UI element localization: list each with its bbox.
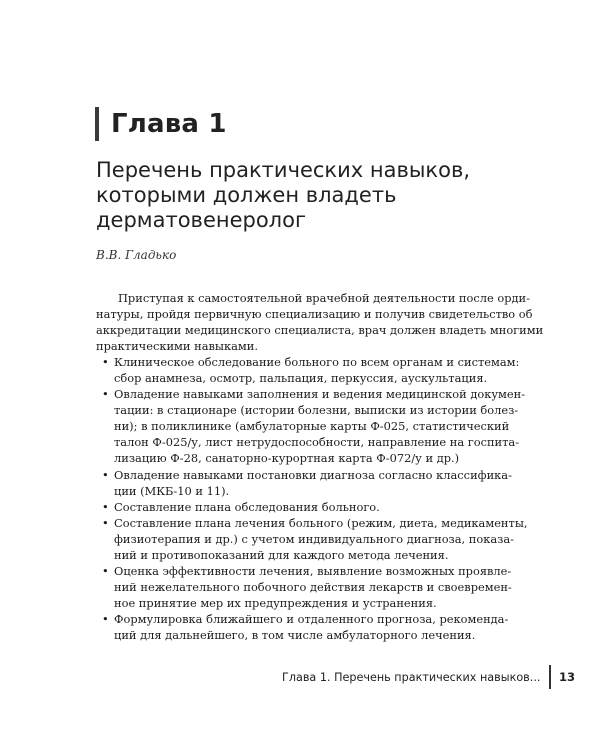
list-item-line: ний нежелательного побочного действия лекарств и своевремен- [114, 579, 512, 594]
list-item-line: ции (МКБ-10 и 11). [114, 483, 230, 498]
skills-list [96, 354, 528, 643]
list-item-line: Составление плана обследования больного. [114, 499, 380, 514]
chapter-heading [95, 104, 227, 144]
page-footer [282, 666, 575, 688]
list-item [96, 515, 528, 563]
chapter-title-line: которыми должен владеть [96, 183, 397, 207]
list-item [96, 467, 511, 499]
bullet-icon: • [102, 467, 109, 482]
body-text [96, 290, 544, 643]
list-item [96, 611, 511, 643]
chapter-marker-bar [95, 107, 99, 141]
list-item-line: физиотерапия и др.) с учетом индивидуального диагноза, показа- [114, 531, 515, 546]
paragraph-line: аккредитации медицинского специалиста, врач должен владеть многими [96, 323, 544, 338]
intro-paragraph [96, 290, 544, 354]
list-item-line: Оценка эффективности лечения, выявление возможных проявле- [114, 563, 512, 578]
list-item-line: тации: в стационаре (истории болезни, выписки из истории болез- [114, 403, 519, 418]
chapter-title [96, 158, 516, 233]
list-item-line: Составление плана лечения больного (режим, диета, медикаменты, [114, 515, 528, 530]
list-item-line: Овладение навыками заполнения и ведения медицинской докумен- [114, 387, 526, 402]
list-item-line: талон Ф-025/у, лист нетрудоспособности, направление на госпита- [114, 435, 520, 450]
paragraph-line: практическими навыками. [96, 339, 258, 354]
bullet-icon: • [102, 611, 109, 626]
paragraph-line: Приступая к самостоятельной врачебной деятельности после орди- [118, 291, 530, 305]
list-item-line: ни); в поликлинике (амбулаторные карты Ф-025, статистический [114, 419, 510, 434]
page-number: 13 [558, 670, 575, 684]
bullet-icon: • [102, 387, 109, 402]
bullet-icon: • [102, 563, 109, 578]
bullet-icon: • [102, 355, 109, 370]
list-item [96, 354, 520, 386]
list-item [96, 499, 511, 515]
chapter-label: Глава 1 [111, 109, 227, 139]
list-item [96, 563, 511, 611]
list-item-line: Овладение навыками постановки диагноза согласно классифика- [114, 467, 512, 482]
list-item [96, 386, 526, 466]
list-item-line: Клиническое обследование больного по всем органам и системам: [114, 355, 520, 370]
list-item-line: ное принятие мер их предупреждения и устранения. [114, 595, 437, 610]
bullet-icon: • [102, 499, 109, 514]
list-item-line: сбор анамнеза, осмотр, пальпация, перкуссия, аускультация. [114, 371, 488, 386]
bullet-icon: • [102, 515, 109, 530]
list-item-line: ций для дальнейшего, в том числе амбулаторного лечения. [114, 627, 476, 642]
chapter-title-line: дерматовенеролог [96, 208, 306, 232]
paragraph-line: натуры, пройдя первичную специализацию и получив свидетельство об [96, 307, 533, 322]
list-item-line: лизацию Ф-28, санаторно-курортная карта Ф-072/у и др.) [114, 451, 460, 466]
list-item-line: ний и противопоказаний для каждого метода лечения. [114, 547, 449, 562]
chapter-title-line: Перечень практических навыков, [96, 158, 471, 182]
running-title: Глава 1. Перечень практических навыков... [282, 670, 541, 684]
list-item-line: Формулировка ближайшего и отдаленного прогноза, рекоменда- [114, 611, 509, 626]
chapter-author: В.В. Гладько [96, 248, 177, 262]
footer-divider [549, 665, 551, 689]
